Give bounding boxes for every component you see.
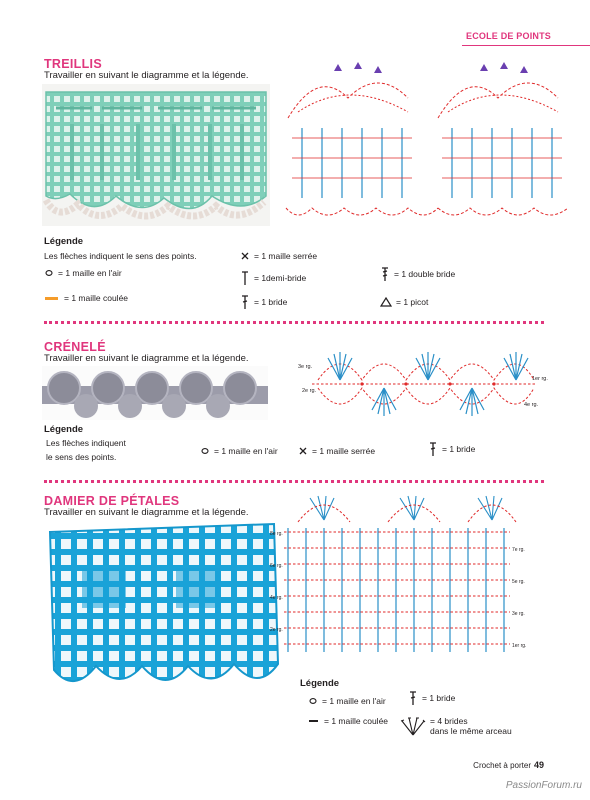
slip-stitch-icon — [308, 717, 320, 725]
crenele-legend-ch — [200, 446, 278, 456]
treillis-legend-picot — [380, 297, 428, 307]
treillis-legend-ch — [44, 268, 122, 278]
treillis-legend-sl — [44, 293, 128, 303]
crenele-row-label: 2e rg. — [302, 388, 317, 394]
treillis-legend-sc — [240, 251, 317, 261]
footer-page-number: 49 — [533, 760, 544, 770]
crenele-arrows-note-line1: Les flèches indiquent — [46, 438, 126, 448]
section-header-tag — [462, 30, 590, 46]
treillis-legend-dc — [240, 294, 287, 310]
double-crochet-icon — [428, 441, 438, 457]
treillis-legend-tr — [380, 266, 455, 282]
damier-row-label: 5e rg. — [512, 579, 525, 585]
damier-legend-fan-line1: = 4 brides — [430, 716, 468, 726]
crenele-diagram — [298, 342, 550, 426]
crenele-row-label: 1er rg. — [532, 376, 548, 382]
crenele-legend-ch-label: = 1 maille en l'air — [214, 446, 278, 456]
crenele-legend-sc — [298, 446, 375, 456]
crenele-legend-title: Légende — [44, 424, 84, 435]
crenele-subtitle: Travailler en suivant le diagramme et la légende. — [44, 353, 249, 364]
half-double-crochet-icon — [240, 270, 250, 286]
footer-magazine: Crochet à porter — [473, 761, 531, 770]
crenele-swatch-photo — [42, 366, 268, 420]
damier-row-label: 3e rg. — [512, 611, 525, 617]
damier-legend-dc-label: = 1 bride — [422, 693, 456, 703]
crenele-row-label: 3e rg. — [298, 364, 313, 370]
single-crochet-icon — [298, 446, 308, 456]
crenele-title: CRÉNELÉ — [44, 340, 106, 354]
single-crochet-icon — [240, 251, 250, 261]
chain-stitch-icon — [200, 446, 210, 456]
damier-legend-title: Légende — [300, 678, 340, 689]
crenele-arrows-note-line2: le sens des points. — [46, 452, 117, 462]
damier-title: DAMIER DE PÉTALES — [44, 494, 180, 508]
watermark: PassionForum.ru — [505, 780, 582, 791]
damier-legend-dc — [408, 690, 455, 706]
crenele-row-label: 4e rg. — [524, 402, 539, 408]
double-crochet-icon — [408, 690, 418, 706]
treillis-title: TREILLIS — [44, 57, 102, 71]
treillis-legend-ch-label: = 1 maille en l'air — [58, 268, 122, 278]
damier-legend-fan — [400, 716, 512, 736]
damier-swatch-photo — [42, 520, 282, 698]
treillis-legend-title: Légende — [44, 236, 84, 247]
treillis-legend-dc-label: = 1 bride — [254, 297, 288, 307]
four-dc-fan-icon — [400, 716, 426, 736]
treillis-swatch-photo — [42, 84, 270, 226]
section-divider — [44, 480, 544, 483]
picot-icon — [380, 297, 392, 307]
damier-legend-ch — [308, 696, 386, 706]
damier-row-label: 8e rg. — [270, 531, 283, 537]
damier-row-label: 1er rg. — [512, 643, 527, 649]
treillis-legend-hdc — [240, 270, 306, 286]
damier-legend-fan-text — [430, 716, 512, 736]
section-divider — [44, 321, 544, 324]
damier-row-label: 2e rg. — [270, 627, 283, 633]
crenele-legend-dc-label: = 1 bride — [442, 444, 476, 454]
double-crochet-icon — [240, 294, 250, 310]
treble-crochet-icon — [380, 266, 390, 282]
damier-row-label: 7e rg. — [512, 547, 525, 553]
treillis-diagram — [278, 58, 578, 222]
treillis-legend-sl-label: = 1 maille coulée — [64, 293, 129, 303]
crenele-legend-dc — [428, 441, 475, 457]
treillis-arrows-note: Les flèches indiquent le sens des points. — [44, 251, 197, 261]
chain-stitch-icon — [44, 268, 54, 278]
damier-legend-sl-label: = 1 maille coulée — [324, 716, 389, 726]
chain-stitch-icon — [308, 696, 318, 706]
treillis-subtitle: Travailler en suivant le diagramme et la légende. — [44, 70, 249, 81]
damier-row-label: 4e rg. — [270, 595, 283, 601]
header-underline — [462, 45, 590, 46]
damier-row-label: 6e rg. — [270, 563, 283, 569]
treillis-legend-picot-label: = 1 picot — [396, 297, 429, 307]
crenele-legend-sc-label: = 1 maille serrée — [312, 446, 376, 456]
page-footer — [473, 760, 544, 770]
damier-legend-sl — [308, 716, 388, 726]
damier-legend-ch-label: = 1 maille en l'air — [322, 696, 386, 706]
slip-stitch-icon — [44, 294, 60, 302]
treillis-legend-sc-label: = 1 maille serrée — [254, 251, 318, 261]
damier-legend-fan-line2: dans le même arceau — [430, 726, 512, 736]
treillis-legend-hdc-label: = 1demi-bride — [254, 273, 307, 283]
header-tag-text: ECOLE DE POINTS — [466, 31, 552, 41]
damier-subtitle: Travailler en suivant le diagramme et la légende. — [44, 507, 249, 518]
treillis-legend-tr-label: = 1 double bride — [394, 269, 456, 279]
damier-diagram — [270, 492, 528, 656]
